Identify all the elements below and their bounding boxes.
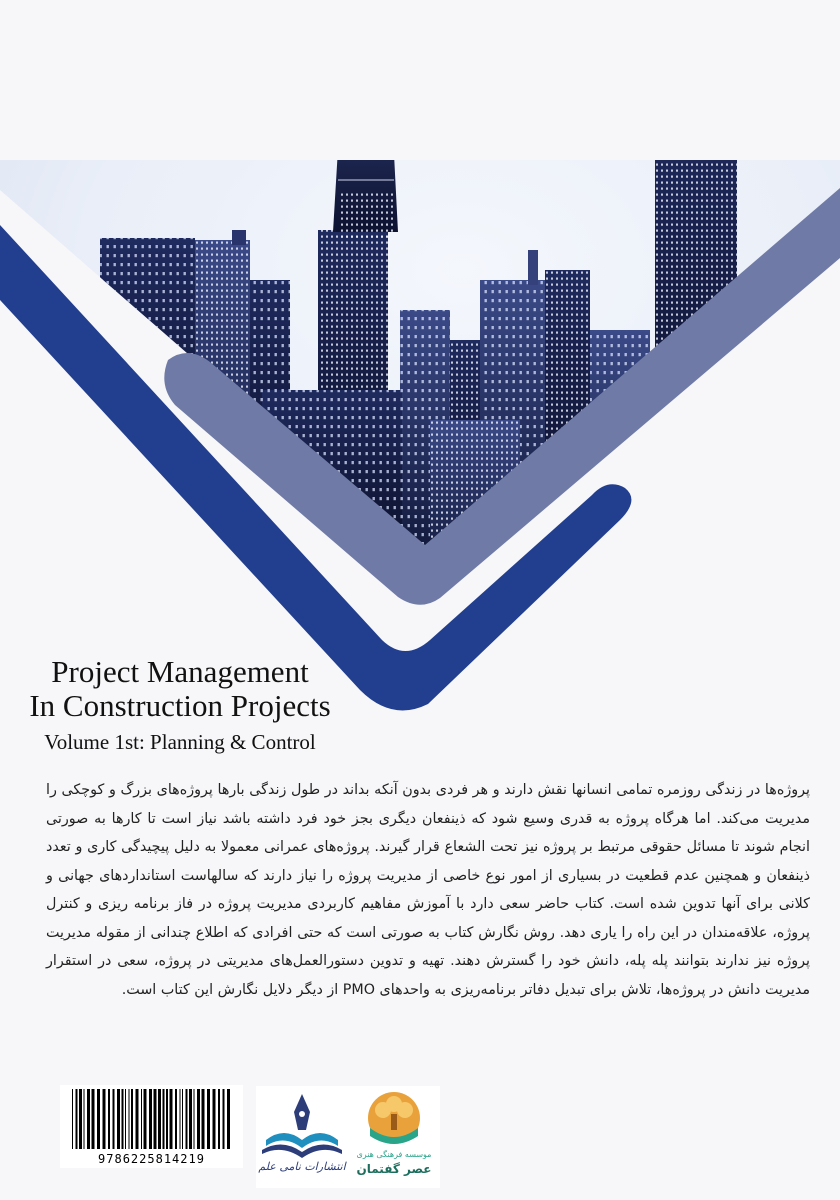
fountain-pen-book-logo-icon <box>258 1090 346 1160</box>
book-subtitle: Volume 1st: Planning & Control <box>44 730 316 754</box>
tree-hands-logo-icon <box>350 1090 438 1148</box>
institute-name: عصر گفتمان <box>356 1162 432 1176</box>
institute-logo <box>350 1090 438 1186</box>
publisher-logos <box>256 1086 440 1188</box>
barcode-icon <box>70 1089 233 1149</box>
barcode <box>60 1085 243 1168</box>
institute-type: موسسه فرهنگی هنری <box>356 1150 432 1159</box>
publisher-name: انتشارات نامی علم <box>258 1160 346 1173</box>
book-description: پروژه‌ها در زندگی روزمره تمامی انسانها نقش دارند و هر فردی بدون آنکه بداند در طول زندگی بارها پروژه‌های بزرگ و کوچکی را مدیریت می‌کند. اما هرگاه پروژه به قدری وسیع شود که ذینفعان دیگری بجز خود فرد داشته باشد نیاز است تا کارها به صورتی انجام شوند تا مسائل حقوقی مرتبط بر پروژه نیز تحت الشعاع قرار گیرند. پروژه‌های عمرانی معمولا به دلیل پیچیدگی کاری و تعدد ذینفعان و همچنین عدم قطعیت در بسیاری از امور نوع خاصی از مدیریت پروژه را نیاز دارند که سالهاست استانداردهای جهانی و کلانی برای آنها تدوین شده است. کتاب حاضر سعی دارد با آموزش مفاهیم کاربردی مدیریت پروژه در فاز برنامه ریزی و کنترل پروژه، علاقه‌مندان در این راه را یاری دهد. روش نگارش کتاب به صورتی است که حتی افرادی که اطلاع چندانی از مقوله مدیریت پروژه نیز ندارند بتوانند پله پله، دانش خود را گسترش دهند. تهیه و تدوین دستورالعمل‌های مدیریتی در پروژه، سعی در استقرار مدیریت دانش در پروژه‌ها، تلاش برای تبدیل دفاتر برنامه‌ریزی به واحدهای PMO از دیگر دلایل نگارش این کتاب است. <box>46 782 810 998</box>
publisher-logo <box>258 1090 346 1186</box>
title-line-2: In Construction Projects <box>29 688 331 723</box>
title-line-1: Project Management <box>51 654 309 689</box>
isbn-number: 9786225814219 <box>98 1152 205 1166</box>
book-title <box>10 655 350 755</box>
